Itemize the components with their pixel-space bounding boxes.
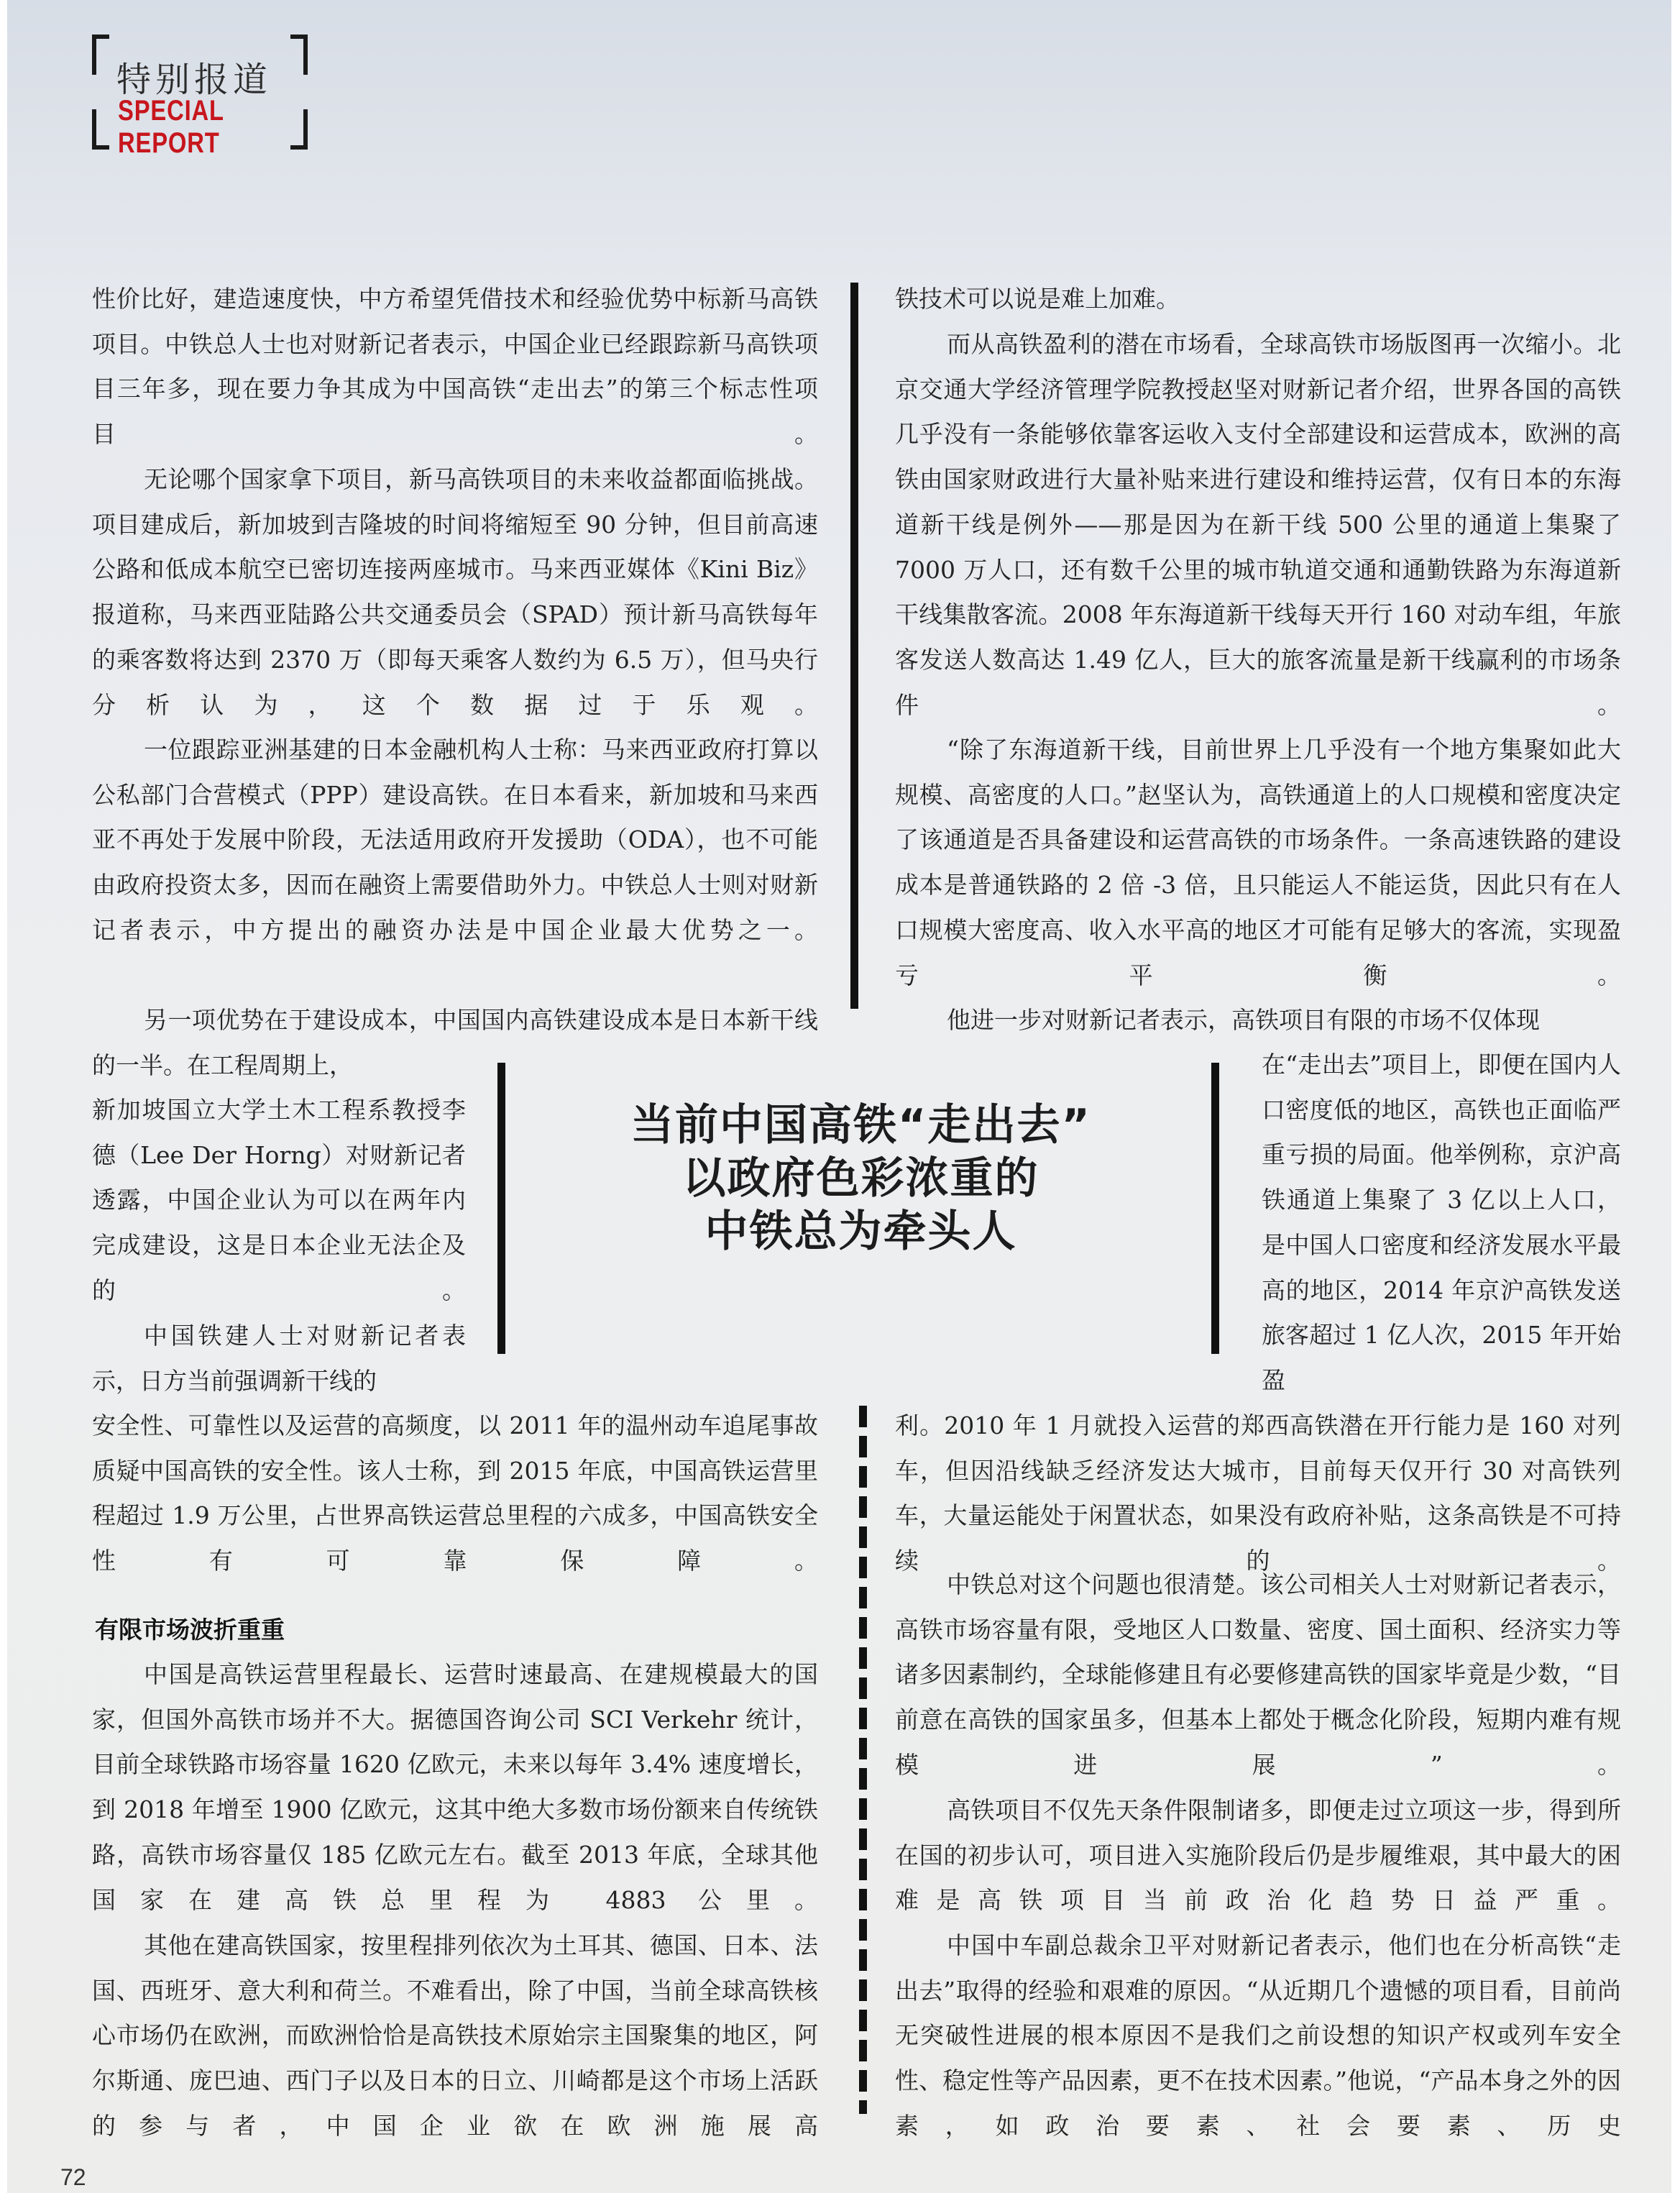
left-paragraph-6: 中国是高铁运营里程最长、运营时速最高、在建规模最大的国家，但国外高铁市场并不大。据德国咨询公司 SCI Verkehr 统计，目前全球铁路市场容量 1620 亿欧元，未来以每年 3.4% 速度增长，到 2018 年增至 1900 亿欧元，这其中绝大多数市场份额来自传统铁路，高铁市场容量仅 185 亿欧元左右。截至 2013 年底，全球其他国家在建高铁总里程为 4883 公里。 xyxy=(92,1660,818,1914)
right-paragraph-4b: 在“走出去”项目上，即便在国内人口密度低的地区，高铁也正面临严重亏损的局面。他举例称，京沪高铁通道上集聚了 3 亿以上人口，是中国人口密度和经济发展水平最高的地区，2014 年京沪高铁发送旅客超过 1 亿人次，2015 年开始盈 xyxy=(1262,1050,1621,1394)
left-paragraph-7: 其他在建高铁国家，按里程排列依次为土耳其、德国、日本、法国、西班牙、意大利和荷兰。不难看出，除了中国，当前全球高铁核心市场仍在欧洲，而欧洲恰恰是高铁技术原始宗主国聚集的地区，阿尔斯通、庞巴迪、西门子以及日本的日立、川崎都是这个市场上活跃的参与者，中国企业欲在欧洲施展高 xyxy=(92,1931,818,2140)
pull-quote-line: 以政府色彩浓重的 xyxy=(682,1153,1039,1204)
left-paragraph-1: 性价比好，建造速度快，中方希望凭借技术和经验优势中标新马高铁项目。中铁总人士也对财新记者表示，中国企业已经跟踪新马高铁项目三年多，现在要力争其成为中国高铁“走出去”的第三个标志性项目。 xyxy=(92,285,818,449)
right-paragraph-4a: 他进一步对财新记者表示，高铁项目有限的市场不仅体现 xyxy=(947,1006,1540,1034)
page-edge xyxy=(1671,0,1680,2193)
pull-quote xyxy=(507,1099,1215,1318)
logo-corner xyxy=(92,35,109,75)
pull-quote-left-bar xyxy=(497,1063,505,1354)
left-paragraph-3: 一位跟踪亚洲基建的日本金融机构人士称：马来西亚政府打算以公私部门合营模式（PPP）建设高铁。在日本看来，新加坡和马来西亚不再处于发展中阶段，无法适用政府开发援助（ODA），也不可能由政府投资太多，因而在融资上需要借助外力。中铁总人士则对财新记者表示，中方提出的融资办法是中国企业最大优势之一。 xyxy=(92,736,818,944)
section-logo xyxy=(92,35,308,159)
left-paragraph-2: 无论哪个国家拿下项目，新马高铁项目的未来收益都面临挑战。项目建成后，新加坡到吉隆坡的时间将缩短至 90 分钟，但目前高速公路和低成本航空已密切连接两座城市。马来西亚媒体《Kini Biz》报道称，马来西亚陆路公共交通委员会（SPAD）预计新马高铁每年的乘客数将达到 2370 万（即每天乘客人数约为 6.5 万），但马央行分析认为，这个数据过于乐观。 xyxy=(92,465,818,719)
column-divider-dashed xyxy=(859,1406,867,2114)
pull-quote-line: 中铁总为牵头人 xyxy=(704,1207,1017,1257)
pull-quote-line: 当前中国高铁“走出去” xyxy=(630,1100,1091,1150)
section-title-en: SPECIAL REPORT xyxy=(118,95,224,159)
logo-corner xyxy=(290,35,308,75)
left-paragraph-4b: 新加坡国立大学土木工程系教授李德（Lee Der Horng）对财新记者透露，中国企业认为可以在两年内完成建设，这是日本企业无法企及的。 xyxy=(92,1096,466,1304)
left-paragraph-5b: 安全性、可靠性以及运营的高频度，以 2011 年的温州动车追尾事故质疑中国高铁的安全性。该人士称，到 2015 年底，中国高铁运营里程超过 1.9 万公里，占世界高铁运营总里程的六成多，中国高铁安全性有可靠保障。 xyxy=(92,1411,818,1575)
page-number: 72 xyxy=(60,2164,86,2190)
right-paragraph-2: 而从高铁盈利的潜在市场看，全球高铁市场版图再一次缩小。北京交通大学经济管理学院教授赵坚对财新记者介绍，世界各国的高铁几乎没有一条能够依靠客运收入支付全部建设和运营成本，欧洲的高铁由国家财政进行大量补贴来进行建设和维持运营，仅有日本的东海道新干线是例外——那是因为在新干线 500 公里的通道上集聚了 7000 万人口，还有数千公里的城市轨道交通和通勤铁路为东海道新干线集散客流。2008 年东海道新干线每天开行 160 对动车组，年旅客发送人数高达 1.49 亿人，巨大的旅客流量是新干线赢利的市场条件。 xyxy=(895,330,1621,719)
column-divider xyxy=(850,283,858,1009)
logo-corner xyxy=(290,109,308,150)
section-title-cn: 特别报道 xyxy=(116,60,272,100)
logo-corner xyxy=(92,109,109,150)
right-paragraph-1: 铁技术可以说是难上加难。 xyxy=(895,285,1180,313)
right-paragraph-5: 中铁总对这个问题也很清楚。该公司相关人士对财新记者表示，高铁市场容量有限，受地区人口数量、密度、国土面积、经济实力等诸多因素制约，全球能修建且有必要修建高铁的国家毕竟是少数，“目前意在高铁的国家虽多，但基本上都处于概念化阶段，短期内难有规模进展”。 xyxy=(895,1570,1621,1779)
left-paragraph-4a: 另一项优势在于建设成本，中国国内高铁建设成本是日本新干线的一半。在工程周期上， xyxy=(92,1006,818,1079)
right-paragraph-4c: 利。2010 年 1 月就投入运营的郑西高铁潜在开行能力是 160 对列车，但因沿线缺乏经济发达大城市，目前每天仅开行 30 对高铁列车，大量运能处于闲置状态，如果没有政府补贴，这条高铁是不可持续的。 xyxy=(895,1411,1621,1575)
page-edge xyxy=(0,0,7,2193)
section-subheading: 有限市场波折重重 xyxy=(95,1616,285,1644)
right-paragraph-6: 高铁项目不仅先天条件限制诸多，即便走过立项这一步，得到所在国的初步认可，项目进入实施阶段后仍是步履维艰，其中最大的困难是高铁项目当前政治化趋势日益严重。 xyxy=(895,1796,1621,1915)
right-paragraph-7: 中国中车副总裁余卫平对财新记者表示，他们也在分析高铁“走出去”取得的经验和艰难的原因。“从近期几个遗憾的项目看，目前尚无突破性进展的根本原因不是我们之前设想的知识产权或列车安全性、稳定性等产品因素，更不在技术因素。”他说，“产品本身之外的因素，如政治要素、社会要素、历史 xyxy=(895,1931,1621,2140)
left-paragraph-5a: 中国铁建人士对财新记者表示，日方当前强调新干线的 xyxy=(92,1322,466,1395)
right-paragraph-3: “除了东海道新干线，目前世界上几乎没有一个地方集聚如此大规模、高密度的人口。”赵坚认为，高铁通道上的人口规模和密度决定了该通道是否具备建设和运营高铁的市场条件。一条高速铁路的建设成本是普通铁路的 2 倍 -3 倍，且只能运人不能运货，因此只有在人口规模大密度高、收入水平高的地区才可能有足够大的客流，实现盈亏平衡。 xyxy=(895,736,1621,989)
